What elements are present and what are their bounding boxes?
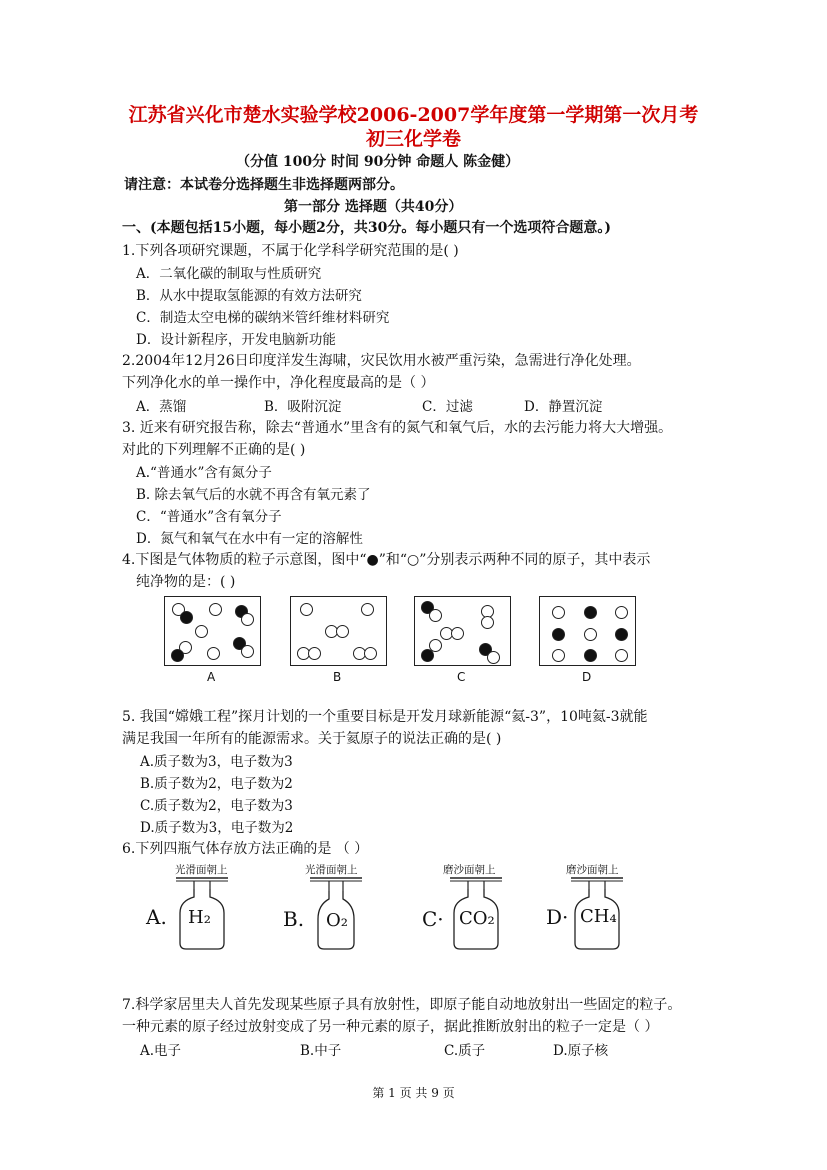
q4-stem-2: 纯净物的是：( ) [136,574,236,590]
white-atom-icon [487,651,500,664]
q7-option-b: B.中子 [300,1043,342,1059]
exam-notice: 请注意：本试卷分选择题生非选择题两部分。 [124,177,404,193]
q3-option-a: A.“普通水”含有氮分子 [136,465,272,481]
bottle-b-label: 光滑面朝上 [305,864,358,876]
white-atom-icon [552,606,565,619]
q7-option-a: A.电子 [140,1043,182,1059]
white-atom-icon [364,647,377,660]
black-atom-icon [552,628,565,641]
white-atom-icon [241,613,254,626]
q2-option-d: D．静置沉淀 [524,399,603,415]
white-atom-icon [195,625,208,638]
diagram-label-d: D [582,670,592,684]
bottle-d-letter: D· [546,905,569,929]
white-atom-icon [209,603,222,616]
diagram-label-b: B [333,670,342,684]
title-line-1: 江苏省兴化市楚水实验学校2006-2007学年度第一学期第一次月考 [128,104,699,126]
white-atom-icon [308,647,321,660]
q2-option-b: B．吸附沉淀 [264,399,342,415]
q1-option-b: B．从水中提取氢能源的有效方法研究 [136,288,362,304]
black-atom-icon [421,649,434,662]
black-atom-icon [615,628,628,641]
particle-diagram-d [539,596,636,666]
bottle-c-label: 磨沙面朝上 [443,864,496,876]
bottle-b-gas: O₂ [326,910,348,931]
title-line-2: 初三化学卷 [365,128,461,150]
q5-stem-2: 满足我国一年所有的能源需求。关于氦原子的说法正确的是( ) [122,731,502,747]
particle-diagram-a [164,596,261,666]
white-atom-icon [615,606,628,619]
white-atom-icon [451,627,464,640]
q3-option-d: D．氮气和氧气在水中有一定的溶解性 [136,531,363,547]
white-atom-icon [300,603,313,616]
white-atom-icon [241,645,254,658]
q7-stem-1: 7.科学家居里夫人首先发现某些原子具有放射性，即原子能自动地放射出一些固定的粒子。 [122,997,682,1013]
particle-diagram-c [414,596,511,666]
bottle-a-gas: H₂ [188,907,211,928]
particle-diagram-b [290,596,387,666]
white-atom-icon [584,628,597,641]
q3-option-b: B. 除去氧气后的水就不再含有氧元素了 [136,487,371,503]
q6-stem: 6.下列四瓶气体存放方法正确的是 （ ） [122,841,369,857]
q2-option-a: A．蒸馏 [136,399,187,415]
white-atom-icon [552,649,565,662]
q5-option-b: B.质子数为2，电子数为2 [140,776,293,792]
white-atom-icon [615,649,628,662]
q3-option-c: C．“普通水”含有氧分子 [136,509,282,525]
white-atom-icon [336,625,349,638]
page-number: 第 1 页 共 9 页 [372,1086,455,1100]
q7-option-d: D.原子核 [553,1043,609,1059]
white-atom-icon [361,603,374,616]
black-atom-icon [171,649,184,662]
bottle-c-gas: CO₂ [459,908,495,929]
bottle-c-letter: C· [422,907,444,931]
diagram-label-a: A [207,670,216,684]
section-instruction: 一、(本题包括15小题，每小题2分，共30分。每小题只有一个选项符合题意。) [122,220,611,236]
q4-stem-1: 4.下图是气体物质的粒子示意图，图中“●”和“○”分别表示两种不同的原子，其中表示 [122,552,651,568]
part-heading: 第一部分 选择题（共40分） [284,199,463,215]
bottle-a-letter: A. [146,905,167,929]
q1-stem: 1.下列各项研究课题，不属于化学科学研究范围的是( ) [122,243,459,259]
q5-option-d: D.质子数为3，电子数为2 [140,820,294,836]
bottle-d-gas: CH₄ [580,906,617,927]
black-atom-icon [180,611,193,624]
q5-stem-1: 5. 我国“嫦娥工程”探月计划的一个重要目标是开发月球新能源“氦-3”，10吨氦-3就能 [122,709,648,725]
q2-stem-2: 下列净化水的单一操作中，净化程度最高的是（ ） [122,375,435,391]
bottle-b-letter: B. [283,907,305,931]
white-atom-icon [429,609,442,622]
bottle-d-label: 磨沙面朝上 [566,864,619,876]
q2-option-c: C．过滤 [422,399,473,415]
white-atom-icon [207,647,220,660]
q1-option-c: C．制造太空电梯的碳纳米管纤维材料研究 [136,310,390,326]
diagram-label-c: C [457,670,466,684]
q7-option-c: C.质子 [444,1043,486,1059]
q5-option-a: A.质子数为3，电子数为3 [140,754,293,770]
exam-meta: （分值 100分 时间 90分钟 命题人 陈金健） [236,154,520,170]
black-atom-icon [584,606,597,619]
q2-stem-1: 2.2004年12月26日印度洋发生海啸，灾民饮用水被严重污染，急需进行净化处理。 [122,353,641,369]
black-atom-icon [584,649,597,662]
q1-option-d: D．设计新程序，开发电脑新功能 [136,332,336,348]
q1-option-a: A．二氧化碳的制取与性质研究 [136,266,322,282]
q5-option-c: C.质子数为2，电子数为3 [140,798,293,814]
bottle-a-label: 光滑面朝上 [175,864,228,876]
q3-stem-1: 3. 近来有研究报告称，除去“普通水”里含有的氮气和氧气后，水的去污能力将大大增强。 [122,420,673,436]
q7-stem-2: 一种元素的原子经过放射变成了另一种元素的原子，据此推断放射出的粒子一定是（ ） [122,1019,659,1035]
white-atom-icon [481,616,494,629]
q3-stem-2: 对此的下列理解不正确的是( ) [122,442,306,458]
